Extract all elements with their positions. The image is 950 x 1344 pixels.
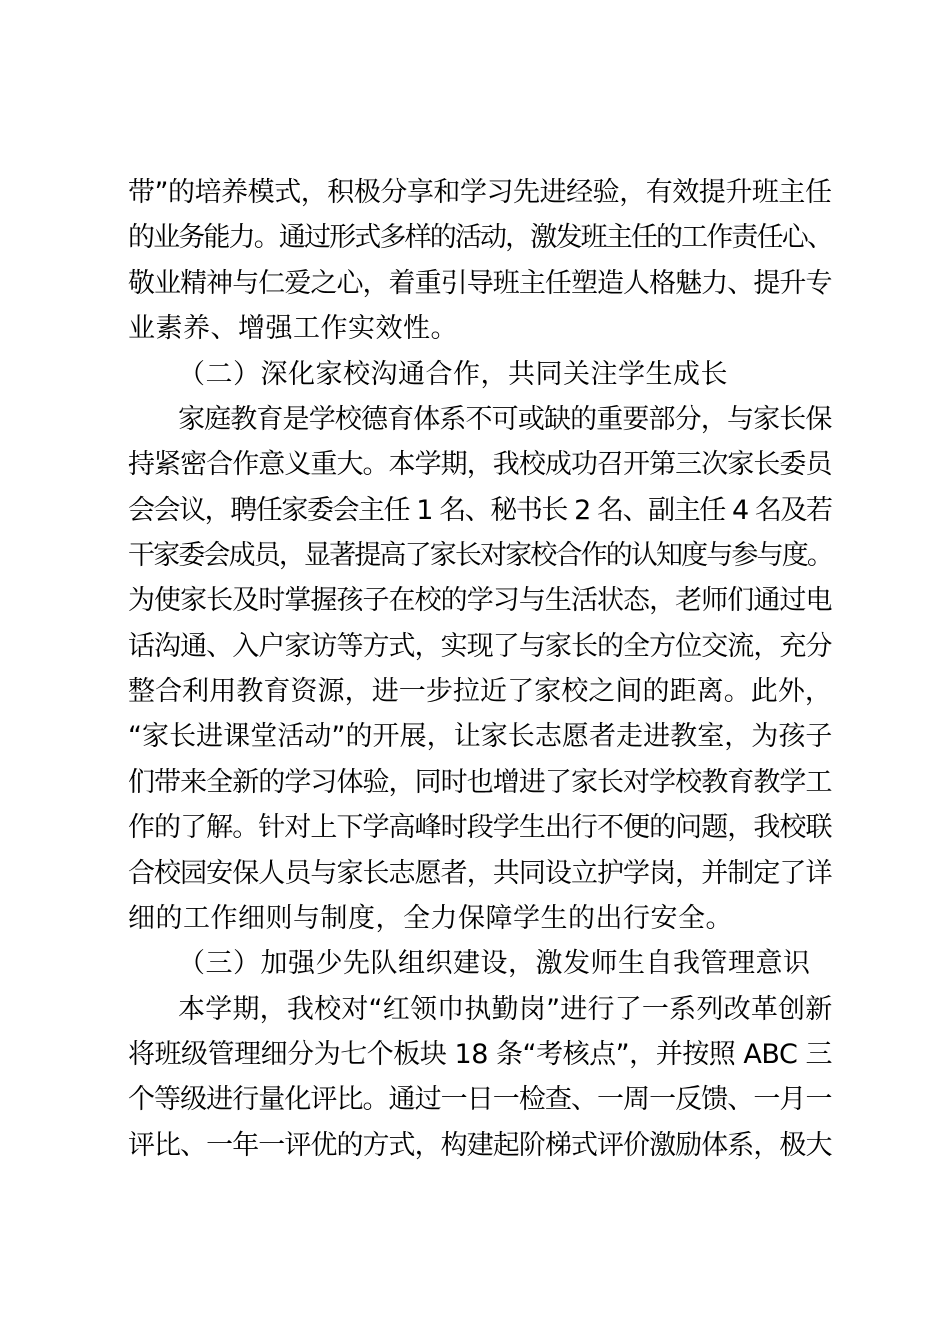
body-text-line: 细的工作细则与制度，全力保障学生的出行安全。 <box>128 903 733 934</box>
section-heading: （三）加强少先队组织建设，激发师生自我管理意识 <box>178 948 811 979</box>
body-text-line: 家庭教育是学校德育体系不可或缺的重要部分，与家长保 <box>178 404 832 435</box>
body-text-line: 们带来全新的学习体验，同时也增进了家长对学校教育教学工 <box>128 767 832 798</box>
body-text-line: 话沟通、入户家访等方式，实现了与家长的全方位交流，充分 <box>128 631 832 662</box>
body-text-line: 评比、一年一评优的方式，构建起阶梯式评价激励体系，极大 <box>128 1130 832 1161</box>
body-text-line: 作的了解。针对上下学高峰时段学生出行不便的问题，我校联 <box>128 812 832 843</box>
body-text-line: 合校园安保人员与家长志愿者，共同设立护学岗，并制定了详 <box>128 858 832 889</box>
body-text-line: 为使家长及时掌握孩子在校的学习与生活状态，老师们通过电 <box>128 585 832 616</box>
body-text-line: 个等级进行量化评比。通过一日一检查、一周一反馈、一月一 <box>128 1084 832 1115</box>
body-text-line: 会会议，聘任家委会主任 1 名、秘书长 2 名、副主任 4 名及若 <box>128 495 832 526</box>
body-text-line: “家长进课堂活动”的开展，让家长志愿者走进教室，为孩子 <box>128 721 833 752</box>
body-text-line: 干家委会成员，显著提高了家长对家校合作的认知度与参与度。 <box>128 540 832 571</box>
body-text-line: 本学期，我校对“红领巾执勤岗”进行了一系列改革创新 <box>178 994 833 1025</box>
body-text-line: 敬业精神与仁爱之心，着重引导班主任塑造人格魅力、提升专 <box>128 268 832 299</box>
section-heading: （二）深化家校沟通合作，共同关注学生成长 <box>178 359 728 390</box>
body-text-line: 带”的培养模式，积极分享和学习先进经验，有效提升班主任 <box>128 177 832 208</box>
body-text-line: 的业务能力。通过形式多样的活动，激发班主任的工作责任心、 <box>128 222 832 253</box>
body-text-line: 业素养、增强工作实效性。 <box>128 313 458 344</box>
body-text-line: 整合利用教育资源，进一步拉近了家校之间的距离。此外， <box>128 676 832 707</box>
body-text-line: 将班级管理细分为七个板块 18 条“考核点”，并按照 ABC 三 <box>128 1039 833 1070</box>
body-text-line: 持紧密合作意义重大。本学期，我校成功召开第三次家长委员 <box>128 449 832 480</box>
